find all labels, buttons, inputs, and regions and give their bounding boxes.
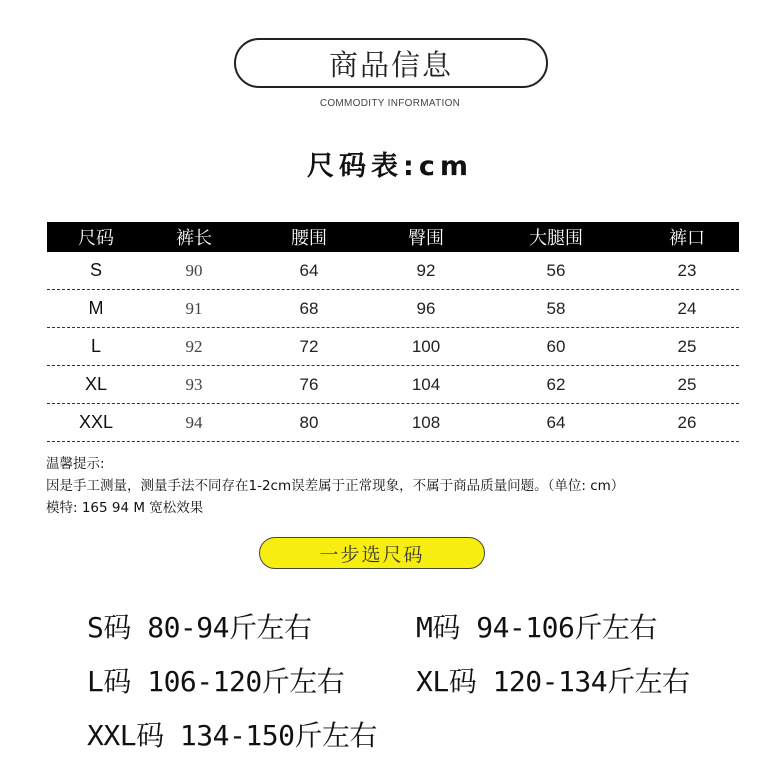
recommendation-xl: XL码 120-134斤左右 — [416, 665, 690, 698]
size-chart-title: 尺码表:cm — [307, 151, 473, 182]
cell-size: S — [89, 260, 102, 280]
recommendation-s: S码 80-94斤左右 — [87, 611, 312, 644]
table-row — [47, 328, 739, 366]
cell-hip: 100 — [411, 336, 441, 356]
recommendation-xxl: XXL码 134-150斤左右 — [87, 719, 377, 752]
table-row — [47, 404, 739, 442]
header-hip: 臀围 — [408, 228, 444, 249]
cell-hip: 96 — [416, 298, 436, 318]
cell-leg-opening: 23 — [677, 260, 697, 280]
table-row — [47, 366, 739, 404]
cell-leg-opening: 25 — [677, 374, 697, 394]
cell-waist: 64 — [299, 260, 319, 280]
cell-thigh: 56 — [546, 260, 566, 280]
header-thigh: 大腿围 — [529, 228, 583, 249]
header-waist: 腰围 — [291, 228, 327, 249]
size-select-label: 一步选尺码 — [319, 543, 425, 566]
header-leg-opening: 裤口 — [669, 228, 705, 249]
notes-block — [46, 453, 624, 519]
header-length: 裤长 — [176, 228, 212, 249]
cell-leg-opening: 25 — [677, 336, 697, 356]
cell-length: 93 — [185, 374, 203, 394]
model-info: 模特: 165 94 M 宽松效果 — [46, 500, 204, 516]
cell-length: 94 — [185, 412, 203, 432]
cell-waist: 76 — [299, 374, 319, 394]
cell-size: XXL — [78, 412, 114, 432]
cell-thigh: 60 — [546, 336, 566, 356]
cell-size: M — [88, 298, 104, 318]
cell-waist: 68 — [299, 298, 319, 318]
size-table-header — [47, 222, 739, 252]
table-row — [47, 252, 739, 290]
cell-hip: 104 — [411, 374, 441, 394]
header-size: 尺码 — [78, 228, 114, 249]
cell-hip: 108 — [411, 412, 441, 432]
table-row — [47, 290, 739, 328]
cell-thigh: 58 — [546, 298, 566, 318]
cell-waist: 72 — [299, 336, 319, 356]
cell-size: L — [90, 336, 101, 356]
tip-label: 温馨提示: — [46, 456, 105, 472]
tip-text: 因是手工测量，测量手法不同存在1-2cm误差属于正常现象，不属于商品质量问题。（单位: cm） — [46, 478, 625, 494]
info-header-subtitle: COMMODITY INFORMATION — [319, 98, 461, 109]
recommendation-m: M码 94-106斤左右 — [416, 611, 657, 644]
recommendation-l: L码 106-120斤左右 — [87, 665, 345, 698]
cell-leg-opening: 24 — [677, 298, 697, 318]
cell-thigh: 62 — [546, 374, 566, 394]
size-table — [47, 222, 739, 442]
info-header-pill — [234, 38, 548, 88]
cell-size: XL — [84, 374, 108, 394]
cell-leg-opening: 26 — [677, 412, 697, 432]
cell-waist: 80 — [299, 412, 319, 432]
cell-length: 92 — [185, 336, 203, 356]
cell-hip: 92 — [416, 260, 436, 280]
cell-length: 91 — [185, 298, 203, 318]
cell-length: 90 — [185, 260, 203, 280]
info-header-title: 商品信息 — [328, 47, 453, 82]
size-select-button[interactable] — [259, 537, 485, 569]
cell-thigh: 64 — [546, 412, 566, 432]
